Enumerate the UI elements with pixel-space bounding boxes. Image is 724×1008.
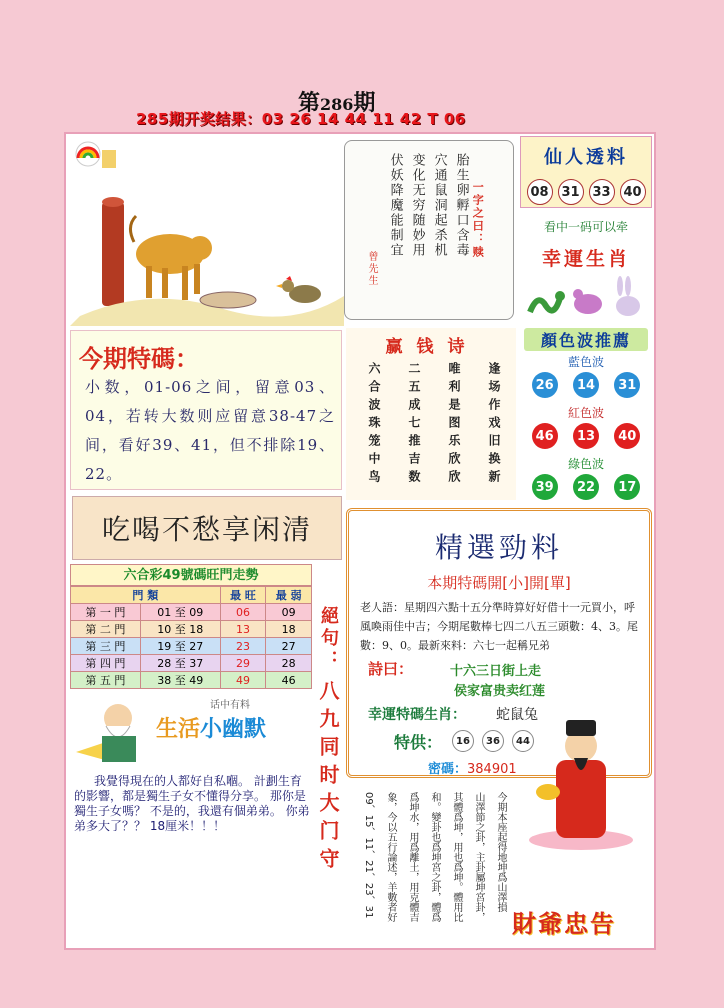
basin (200, 292, 256, 308)
scroll-side-note: 一字之曰：赎 (471, 181, 485, 259)
logo-rainbow-icon (76, 142, 116, 168)
red-wave-label: 紅色波 (567, 406, 604, 420)
wooden-post (102, 202, 124, 306)
caiye-col: 山澤節之卦，主卦屬坤宮卦， (473, 792, 484, 922)
green-wave-balls (520, 474, 652, 500)
lucky-zodiac-title: 幸運生肖 (541, 248, 630, 270)
code-value: 384901 (467, 762, 517, 777)
god-of-wealth-icon (516, 700, 646, 850)
hot-cell: 29 (220, 655, 266, 672)
xianren-ball: 33 (589, 179, 615, 205)
green-wave-label: 綠色波 (567, 457, 604, 471)
door-trend-table (70, 564, 312, 688)
table-row (71, 638, 312, 655)
poem-title-text: 赢钱诗 (385, 336, 479, 357)
slogan: 吃喝不愁享闲清 (72, 496, 342, 560)
door-cell: 第 一 門 (71, 604, 141, 621)
jueju-text: 八九同时大门守 (316, 680, 340, 876)
range-cell: 38 至 49 (140, 672, 220, 689)
rat-icon (573, 289, 602, 314)
hot-cell: 06 (220, 604, 266, 621)
code-line (428, 758, 517, 777)
xianren-ball: 08 (527, 179, 553, 205)
cold-cell: 27 (266, 638, 312, 655)
table-row (71, 621, 312, 638)
caiye-text (346, 788, 506, 938)
trend-table (70, 586, 312, 689)
lucky-zodiac-box (520, 240, 652, 324)
tema-title: 今期特碼： (79, 344, 199, 373)
top-illustration (70, 136, 344, 326)
poem-line-1: 逢场作戏旧换新 (487, 362, 501, 488)
caiye-col: 象，今以五行論述，羊數者好 (385, 792, 396, 922)
tegong-ball: 16 (452, 730, 474, 752)
xianren-numbers (520, 176, 652, 208)
joke-title-b: 小幽默 (200, 717, 267, 742)
zodiac-animals (520, 272, 652, 322)
hot-cell: 49 (220, 672, 266, 689)
caiye-col: 今期本座起得地坤爲山澤損 (495, 792, 506, 912)
jueju-box (314, 606, 342, 936)
col-header: 最 旺 (220, 587, 266, 604)
hot-cell: 13 (220, 621, 266, 638)
color-wave-title: 顏色波推薦 (524, 328, 648, 351)
tegong-label: 特供： (394, 733, 443, 752)
jingxuan-line1: 本期特碼開[小]開[單] (427, 574, 571, 592)
cold-cell: 46 (266, 672, 312, 689)
color-wave-box (520, 326, 652, 508)
scroll-author: 曾先生 (366, 251, 377, 287)
snake-icon (530, 291, 565, 312)
door-cell: 第 五 門 (71, 672, 141, 689)
cold-cell: 09 (266, 604, 312, 621)
calf-illustration (70, 136, 344, 326)
green-ball: 22 (573, 474, 599, 500)
joke-tag: 话中有料 (210, 700, 250, 711)
caiye-box (346, 780, 652, 942)
xianren-subtitle: 看中一码可以牵 (520, 216, 652, 238)
poem-line1: 十六三日街上走 (450, 664, 542, 679)
rabbit-icon (616, 276, 640, 316)
poem-line-3: 二五成七推吉数 (407, 362, 421, 488)
poem-line-2: 唯利是图乐欣欣 (447, 362, 461, 488)
door-cell: 第 二 門 (71, 621, 141, 638)
blue-wave-label: 藍色波 (567, 355, 604, 369)
caiye-title: 財爺忠告 (512, 909, 616, 938)
cold-cell: 18 (266, 621, 312, 638)
previous-result: 285期开奖结果：03 26 14 44 11 42 T 06 (136, 110, 466, 128)
table-row (71, 655, 312, 672)
scroll-line-1: 胎生卵孵口含毒 (453, 153, 469, 258)
col-header: 門 類 (71, 587, 221, 604)
table-row (71, 672, 312, 689)
scroll-line-3: 变化无穷随妙用 (409, 153, 425, 258)
caiye-col: 和。變卦也爲坤宮之卦，體爲 (429, 792, 440, 922)
win-money-poem (346, 328, 516, 500)
caiye-col: 09、15、11、21、23、31 (363, 792, 374, 919)
scroll-line-2: 穴通鼠洞起杀机 (431, 153, 447, 258)
door-cell: 第 四 門 (71, 655, 141, 672)
table-header-row (71, 587, 312, 604)
blue-ball: 31 (614, 372, 640, 398)
tema-box (70, 330, 342, 490)
range-cell: 19 至 27 (140, 638, 220, 655)
joke-title (156, 712, 266, 743)
green-ball: 39 (532, 474, 558, 500)
old-man-icon (72, 692, 152, 762)
code-label: 密碼： (428, 762, 468, 777)
green-ball: 17 (614, 474, 640, 500)
door-cell: 第 三 門 (71, 638, 141, 655)
xianren-ball: 31 (558, 179, 584, 205)
range-cell: 28 至 37 (140, 655, 220, 672)
blue-ball: 14 (573, 372, 599, 398)
joke-title-a: 生活 (156, 717, 201, 742)
tegong-ball: 36 (482, 730, 504, 752)
table-row (71, 604, 312, 621)
table-title: 六合彩49號碼旺門走勢 (70, 564, 312, 586)
hot-cell: 23 (220, 638, 266, 655)
red-ball: 13 (573, 423, 599, 449)
caiye-col: 其體爲坤，用也爲坤。體用比 (451, 792, 462, 922)
poem-line2: 侯家富贵卖红莲 (454, 684, 546, 699)
jueju-title: 絕句： (318, 606, 339, 672)
xianren-ball: 40 (620, 179, 646, 205)
col-header: 最 弱 (266, 587, 312, 604)
calf-icon (130, 216, 212, 300)
poem-title (380, 332, 484, 356)
rooster-icon (276, 276, 321, 303)
red-wave-balls (520, 423, 652, 449)
issue-prefix: 第 (298, 90, 321, 116)
blue-ball: 26 (532, 372, 558, 398)
joke-box (70, 690, 312, 942)
range-cell: 10 至 18 (140, 621, 220, 638)
red-ball: 46 (532, 423, 558, 449)
issue-suffix: 期 (353, 90, 376, 116)
jingxuan-oldman: 老人語：星期四六點十五分準時算好好借十一元買小，呼風喚雨佳中吉；今期尾數棒七四二八五三頭數：4、3。尾數：9、0。最新來料：六七一起稱兄弟 (360, 601, 638, 652)
lucky-value: 蛇鼠兔 (496, 707, 538, 723)
red-ball: 40 (614, 423, 640, 449)
xianren-title: 仙人透料 (544, 147, 628, 168)
scroll-line-4: 伏妖降魔能制宜 (387, 153, 403, 258)
blue-wave-balls (520, 372, 652, 398)
poem-label: 詩曰： (368, 660, 414, 678)
tema-body: 小数，01-06之间，留意03、04，若转大数则应留意38-47之间，看好39、41，但不排除19、22。 (85, 378, 335, 483)
scroll-poem (344, 140, 514, 320)
tegong-ball: 44 (512, 730, 534, 752)
range-cell: 01 至 09 (140, 604, 220, 621)
lucky-label: 幸運特碼生肖： (368, 707, 466, 723)
poem-line-4: 六合波珠笼中鸟 (367, 362, 381, 488)
caiye-col: 爲坤水，用爲離土，用克體吉 (407, 792, 418, 922)
jingxuan-title: 精選勁料 (434, 531, 563, 564)
cold-cell: 28 (266, 655, 312, 672)
issue-number: 286 (320, 95, 354, 114)
joke-text: 我覺得現在的人都好自私嗰。 計劃生育的影響，都是獨生子女不懂得分享。 那你是獨生子女嗎？ 不是的，我還有個弟弟。 你弟弟多大了？？ 18厘米！！！ (74, 774, 310, 833)
